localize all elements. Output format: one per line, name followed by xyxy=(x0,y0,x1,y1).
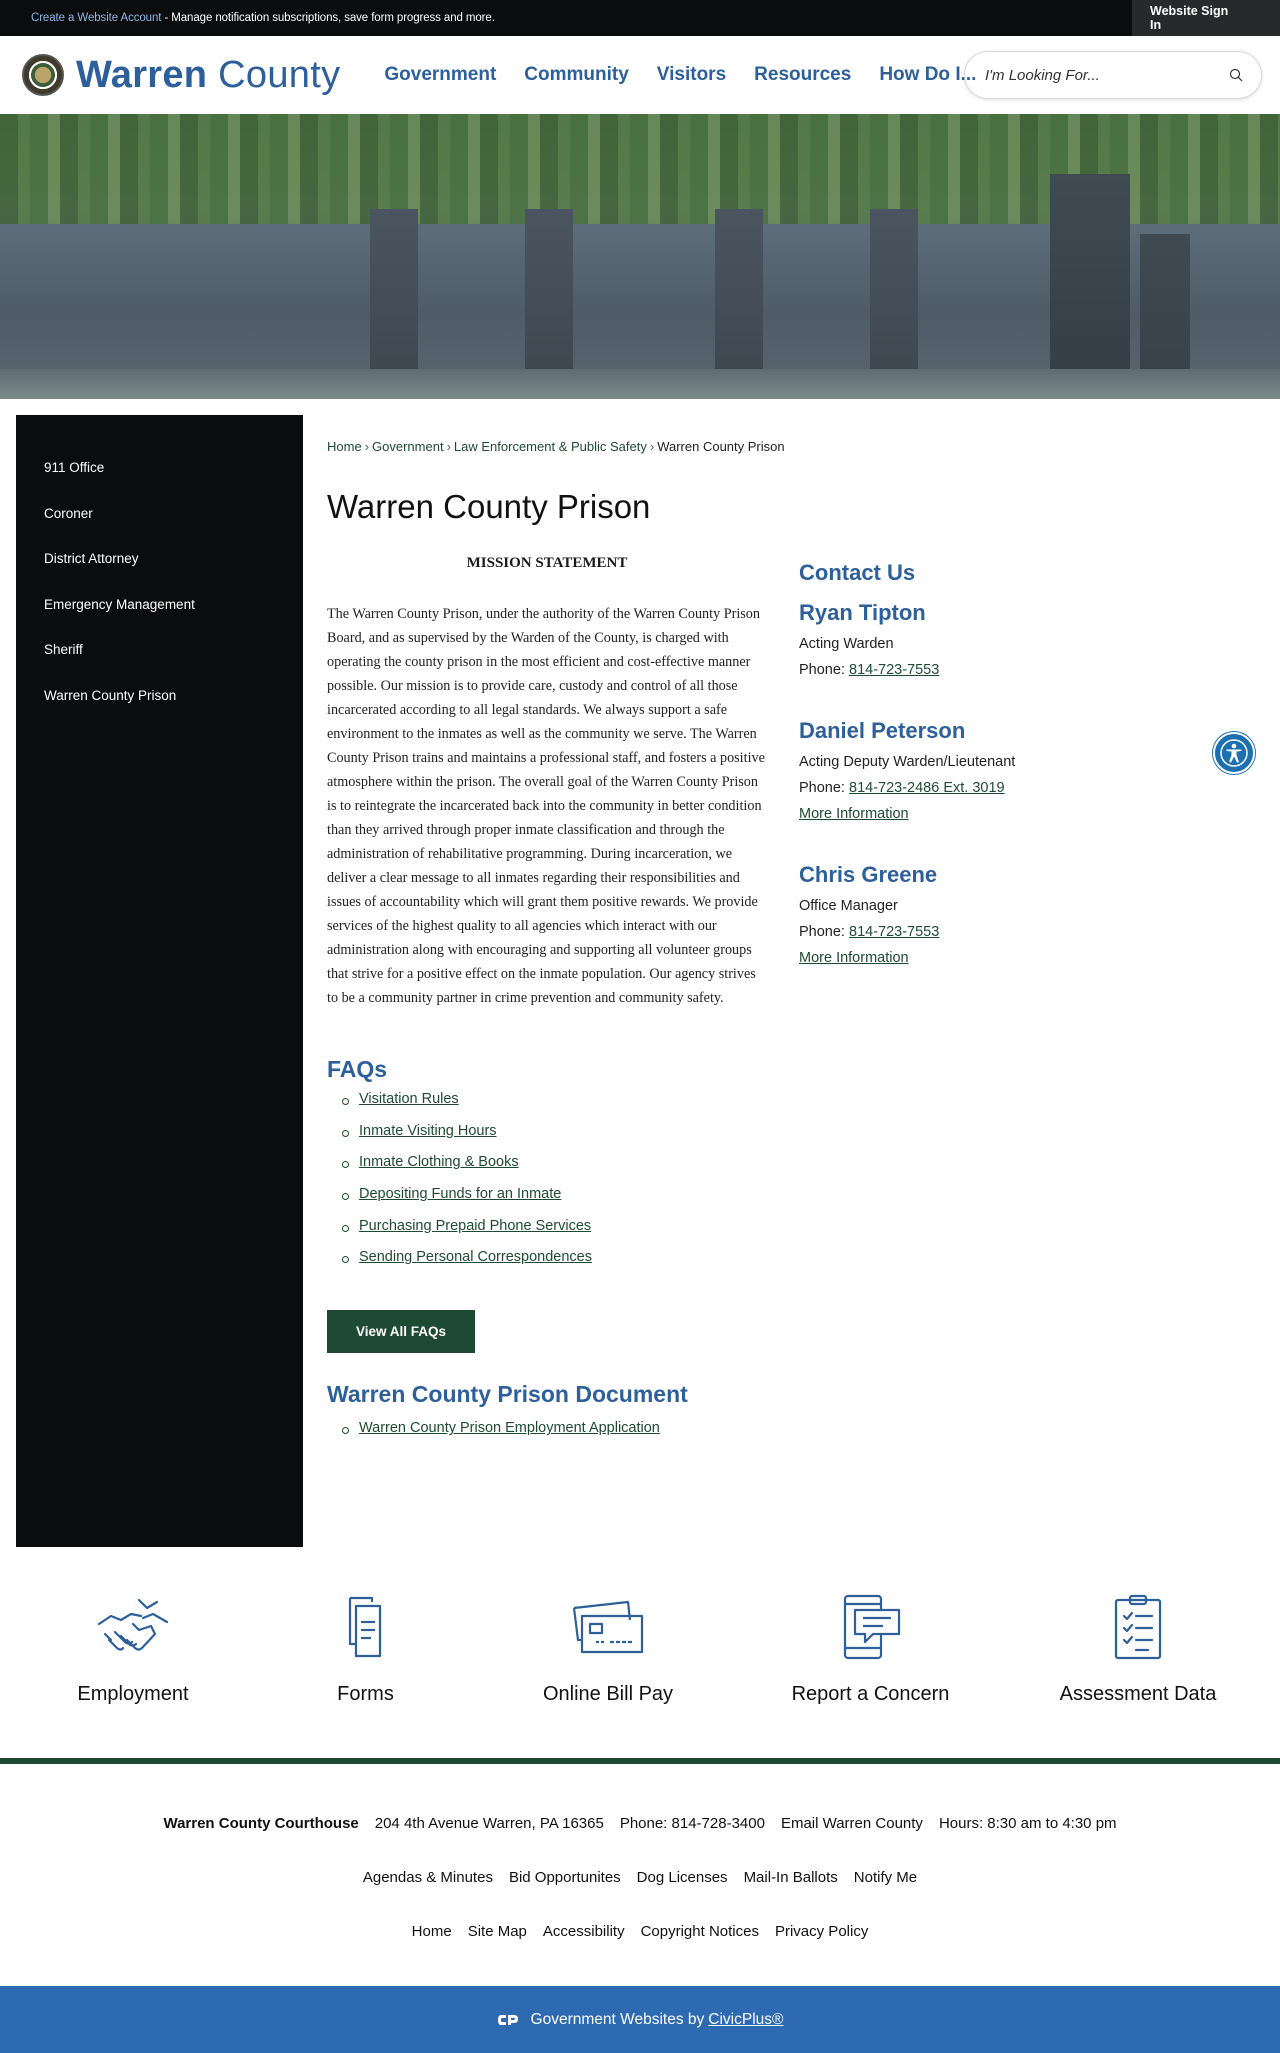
account-message-text: - Manage notification subscriptions, save form progress and more. xyxy=(161,12,495,24)
quick-link-forms[interactable] xyxy=(291,1557,441,1758)
faq-link[interactable]: Depositing Funds for an Inmate xyxy=(359,1186,562,1203)
document-link[interactable]: Warren County Prison Employment Application xyxy=(359,1420,660,1437)
sidebar-item-911-office[interactable]: 911 Office xyxy=(44,460,105,475)
search-icon[interactable] xyxy=(1229,68,1243,82)
nav-visitors[interactable]: Visitors xyxy=(656,64,727,85)
sidebar-item-coroner[interactable]: Coroner xyxy=(44,505,93,521)
contact-name: Chris Greene xyxy=(799,862,938,887)
search-box xyxy=(964,51,1262,99)
footer-address: 204 4th Avenue Warren, PA 16365 xyxy=(374,1815,604,1832)
account-message xyxy=(31,12,495,24)
footer-link-agendas[interactable]: Agendas & Minutes xyxy=(362,1869,493,1886)
site-footer xyxy=(0,1764,1280,1994)
breadcrumb xyxy=(327,439,1257,454)
more-info-line xyxy=(799,806,1219,822)
sidebar-item-warren-county-prison[interactable]: Warren County Prison xyxy=(44,687,177,703)
civicplus-logo-icon xyxy=(497,2013,519,2027)
dam-tower xyxy=(1050,174,1130,399)
logo-light: County xyxy=(218,53,341,96)
contact-person xyxy=(799,600,1219,678)
credit-card-icon xyxy=(570,1594,646,1660)
faq-link[interactable]: Purchasing Prepaid Phone Services xyxy=(359,1217,592,1234)
contact-role: Acting Warden xyxy=(799,636,894,652)
phone-link[interactable]: 814-723-7553 xyxy=(849,924,940,940)
footer-link-site-map[interactable]: Site Map xyxy=(467,1923,527,1940)
contact-heading: Contact Us xyxy=(799,560,916,585)
accessibility-icon xyxy=(1219,738,1249,768)
quick-link-label: Online Bill Pay xyxy=(542,1683,674,1705)
faqs-heading: FAQs xyxy=(327,1056,388,1082)
site-logo[interactable] xyxy=(22,54,340,97)
more-information-link[interactable]: More Information xyxy=(799,950,909,966)
breadcrumb-separator: › xyxy=(446,439,451,454)
hero-foot xyxy=(0,369,1280,399)
footer-email-link[interactable]: Email Warren County xyxy=(780,1815,923,1832)
mission-text: The Warren County Prison, under the authority of the Warren County Prison Board, and as supervised by the Warden of the County, is charged with operating the county prison in the most efficient and cost-effective manner possible. Our mission is to provide care, custody and control of all those incarcerated according to all legal standards. We always support a safe environment to the inmates as well as the community we serve. The Warren County Prison trains and maintains a professional staff, and fosters a positive atmosphere within the prison. The overall goal of the Warren County Prison is to reintegrate the incarcerated back into the community in better condition than they arrived through proper inmate classification and through the administration of rehabilitative programming. During incarceration, we deliver a clear message to all inmates regarding their responsibilities and issues of accountability which will grant them positive rewards. We provide services of the highest quality to all agencies which interact with our administration along with encouraging and supporting all volunteer groups that strive for a positive effect on the inmate population. Our agency strives to be a community partner in crime prevention and community safety. xyxy=(327,606,765,1006)
footer-links-row xyxy=(0,1869,1280,1886)
contact-phone-line xyxy=(799,662,1219,678)
contact-role: Office Manager xyxy=(799,898,898,914)
clipboard-checklist-icon xyxy=(1100,1594,1176,1660)
civicplus-text: Government Websites by xyxy=(530,2010,705,2028)
breadcrumb-law-enforcement[interactable]: Law Enforcement & Public Safety xyxy=(453,439,647,454)
faq-link[interactable]: Inmate Clothing & Books xyxy=(359,1154,519,1171)
footer-link-dog-licenses[interactable]: Dog Licenses xyxy=(636,1869,728,1886)
phone-label: Phone: xyxy=(799,780,849,796)
more-information-link[interactable]: More Information xyxy=(799,806,909,822)
footer-phone: Phone: 814-728-3400 xyxy=(619,1815,765,1832)
view-all-faqs-button[interactable]: View All FAQs xyxy=(327,1310,475,1353)
website-sign-in-button[interactable]: Website Sign In xyxy=(1132,0,1280,36)
forms-icon xyxy=(328,1594,404,1660)
sidebar-item-district-attorney[interactable]: District Attorney xyxy=(44,551,139,566)
contact-person xyxy=(799,718,1219,822)
contact-role: Acting Deputy Warden/Lieutenant xyxy=(799,754,1016,770)
footer-link-copyright[interactable]: Copyright Notices xyxy=(640,1923,759,1940)
nav-community[interactable]: Community xyxy=(524,64,629,85)
contact-name: Daniel Peterson xyxy=(799,718,966,743)
contact-person xyxy=(799,862,1219,966)
quick-link-online-bill-pay[interactable] xyxy=(523,1557,693,1758)
accessibility-widget-button[interactable] xyxy=(1213,732,1255,774)
footer-hours: Hours: 8:30 am to 4:30 pm xyxy=(938,1815,1117,1832)
sidebar-item-sheriff[interactable]: Sheriff xyxy=(44,642,83,657)
documents-heading: Warren County Prison Document xyxy=(327,1381,688,1408)
footer-legal-row xyxy=(0,1923,1280,1940)
left-column xyxy=(327,555,767,1436)
quick-link-employment[interactable] xyxy=(58,1557,208,1758)
phone-label: Phone: xyxy=(799,662,849,678)
sidebar xyxy=(16,415,303,1547)
breadcrumb-separator: › xyxy=(364,439,370,454)
faq-link[interactable]: Inmate Visiting Hours xyxy=(359,1122,497,1139)
quick-links xyxy=(0,1557,1280,1758)
documents-section xyxy=(327,1381,767,1436)
page-title: Warren County Prison xyxy=(327,488,651,525)
mission-heading: MISSION STATEMENT xyxy=(466,555,628,571)
more-info-line xyxy=(799,950,1219,966)
breadcrumb-separator: › xyxy=(649,439,655,454)
list-item xyxy=(359,1091,767,1123)
faqs-section xyxy=(327,1056,767,1353)
county-seal-icon xyxy=(22,54,64,96)
civicplus-link[interactable]: CivicPlus® xyxy=(708,2010,784,2028)
phone-label: Phone: xyxy=(799,924,849,940)
footer-link-notify-me[interactable]: Notify Me xyxy=(853,1869,918,1886)
footer-contact-row xyxy=(0,1764,1280,1832)
contact-column xyxy=(799,560,1219,966)
quick-link-label: Forms xyxy=(337,1683,394,1705)
quick-link-report-concern[interactable] xyxy=(776,1557,966,1758)
footer-courthouse: Warren County Courthouse xyxy=(163,1815,359,1832)
breadcrumb-current: Warren County Prison xyxy=(657,439,785,454)
footer-link-accessibility[interactable]: Accessibility xyxy=(542,1923,625,1940)
breadcrumb-home[interactable]: Home xyxy=(327,439,362,454)
nav-how-do-i[interactable]: How Do I... xyxy=(879,64,977,85)
site-header xyxy=(0,36,1280,114)
list-item xyxy=(359,1218,767,1250)
quick-link-label: Report a Concern xyxy=(791,1683,950,1705)
hero-image xyxy=(0,114,1280,399)
phone-link[interactable]: 814-723-2486 Ext. 3019 xyxy=(849,780,1005,796)
phone-link[interactable]: 814-723-7553 xyxy=(849,662,940,678)
sidebar-item-emergency-management[interactable]: Emergency Management xyxy=(44,596,195,612)
search-input[interactable] xyxy=(985,67,1215,84)
handshake-icon xyxy=(95,1594,171,1660)
list-item xyxy=(359,1420,767,1436)
footer-link-bid-opportunities[interactable]: Bid Opportunites xyxy=(508,1869,621,1886)
nav-government[interactable]: Government xyxy=(384,64,497,85)
footer-link-privacy[interactable]: Privacy Policy xyxy=(774,1923,869,1940)
content xyxy=(327,415,1257,1437)
create-account-link[interactable]: Create a Website Account xyxy=(31,12,162,24)
footer-link-mail-in-ballots[interactable]: Mail-In Ballots xyxy=(743,1869,838,1886)
main-nav xyxy=(370,64,990,86)
contact-phone-line xyxy=(799,780,1219,796)
list-item xyxy=(359,1123,767,1155)
quick-link-label: Assessment Data xyxy=(1059,1683,1217,1705)
logo-bold: Warren xyxy=(76,53,208,96)
faqs-list xyxy=(359,1091,767,1281)
quick-link-assessment-data[interactable] xyxy=(1048,1557,1228,1758)
documents-list xyxy=(359,1420,767,1436)
faq-link[interactable]: Sending Personal Correspondences xyxy=(359,1249,592,1266)
faq-link[interactable]: Visitation Rules xyxy=(359,1091,459,1107)
nav-resources[interactable]: Resources xyxy=(754,64,852,85)
utility-bar xyxy=(0,0,1280,36)
logo-text xyxy=(76,54,340,97)
list-item xyxy=(359,1186,767,1218)
list-item xyxy=(359,1154,767,1186)
list-item xyxy=(359,1249,767,1281)
civicplus-bar xyxy=(0,1986,1280,2053)
contact-name: Ryan Tipton xyxy=(799,600,926,625)
footer-link-home[interactable]: Home xyxy=(411,1923,452,1940)
breadcrumb-government[interactable]: Government xyxy=(372,439,444,454)
quick-link-label: Employment xyxy=(77,1683,189,1705)
contact-phone-line xyxy=(799,924,1219,940)
report-concern-icon xyxy=(833,1594,909,1660)
main-area xyxy=(0,399,1280,1557)
